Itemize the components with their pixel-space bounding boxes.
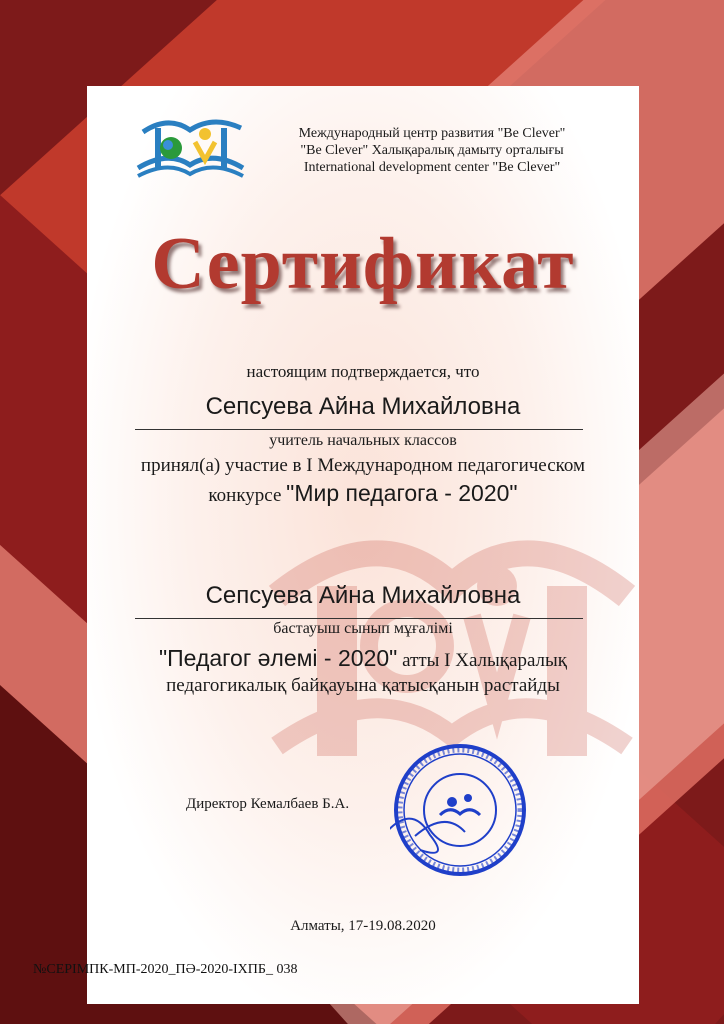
recipient-name-kz: Сепсуева Айна Михайловна [205,582,521,609]
official-seal-icon [390,740,530,880]
divider [135,429,583,430]
contest-name-ru: "Мир педагога - 2020" [286,480,518,506]
director-signature-line: Директор Кемалбаев Б.А. [186,796,350,812]
contest-name-kz: "Педагог әлемі - 2020" [158,645,398,671]
confirm-text-ru: настоящим подтверждается, что [246,362,480,381]
recipient-name-ru: Сепсуева Айна Михайловна [205,393,521,420]
be-clever-logo-icon [133,110,248,185]
certificate-title: Сертификат [151,223,575,305]
divider [135,618,583,619]
org-name-kz: "Be Clever" Халықаралық дамыту орталығы [300,143,564,158]
confirm-text-kz: педагогикалық байқауына қатысқанын растайды [166,675,560,696]
city-date: Алматы, 17-19.08.2020 [290,918,436,934]
recipient-position-kz: бастауыш сынып мұғалімі [273,620,453,637]
certificate-number: №СЕРІМПК-МП-2020_ПӘ-2020-IХПБ_ 038 [33,962,298,977]
org-name-ru: Международный центр развития "Be Clever" [298,126,566,141]
participation-text-ru: принял(а) участие в I Международном педагогическом [140,455,586,476]
contest-line-ru [87,480,639,507]
org-name-en: International development center "Be Clever" [303,160,561,175]
contest-prefix-ru: конкурсе [208,485,282,506]
contest-suffix-kz: атты I Халықаралық [402,650,568,671]
contest-line-kz [87,645,639,672]
recipient-position-ru: учитель начальных классов [269,432,457,449]
organization-header [262,125,602,176]
